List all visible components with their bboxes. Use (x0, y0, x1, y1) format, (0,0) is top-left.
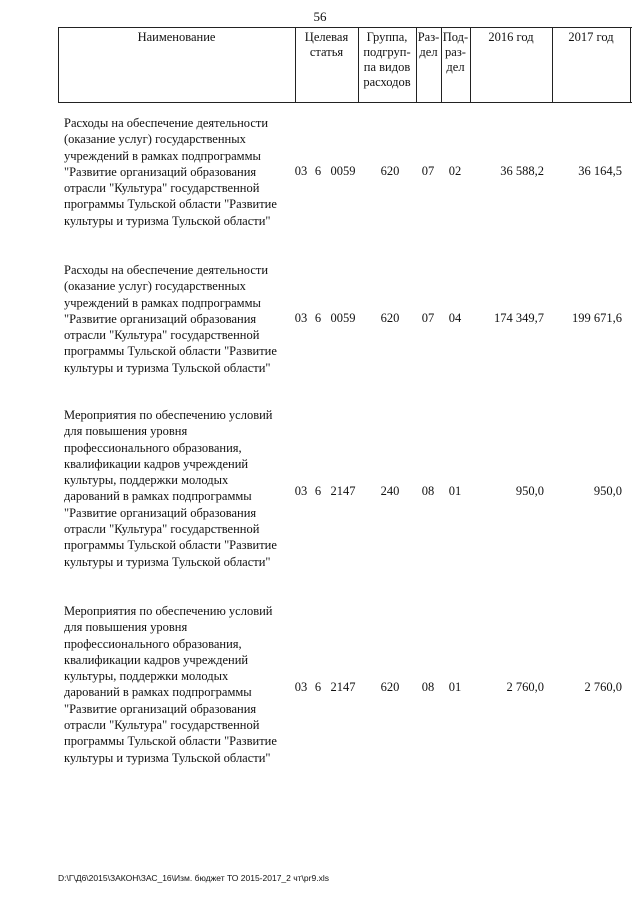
target-code-subprogram: 6 (314, 164, 322, 178)
row-name: Мероприятия по обеспечению условий для повышения уровня профессионального образования, квалификации кадров учреждений культуры, поддержки молодых дарований в рамках подпрограммы "Развитие организаций образования отрасли "Культура" государственной программы Тульской области "Развитие культуры и туризма Тульской области" (64, 408, 277, 569)
target-code-program: 03 (294, 311, 308, 325)
group-code: 620 (380, 680, 400, 694)
subsection-code: 01 (448, 680, 462, 694)
target-code-program: 03 (294, 484, 308, 498)
section-code: 07 (421, 164, 435, 178)
target-code-program: 03 (294, 164, 308, 178)
amount-2017: 2 760,0 (584, 680, 622, 694)
target-code-direction: 2147 (330, 680, 356, 694)
target-code-direction: 0059 (330, 164, 356, 178)
row-name: Расходы на обеспечение деятельности (оказание услуг) государственных учреждений в рамках подпрограммы "Развитие организаций образования отрасли "Культура" государственной программы Тульской области "Развитие культуры и туризма Тульской области" (64, 263, 277, 375)
row-name: Расходы на обеспечение деятельности (оказание услуг) государственных учреждений в рамках подпрограммы "Развитие организаций образования отрасли "Культура" государственной программы Тульской области "Развитие культуры и туризма Тульской области" (64, 116, 277, 228)
file-path-footer: D:\Г\Д6\2015\ЗАКОН\ЗАС_16\Изм. бюджет ТО 2015-2017_2 чт\pr9.xls (58, 873, 329, 883)
amount-2017: 36 164,5 (578, 164, 622, 178)
subsection-code: 02 (448, 164, 462, 178)
group-code: 620 (380, 164, 400, 178)
group-code: 240 (380, 484, 400, 498)
section-code: 08 (421, 484, 435, 498)
header-name: Наименование (137, 30, 216, 44)
header-2017: 2017 год (568, 30, 614, 44)
target-code-subprogram: 6 (314, 484, 322, 498)
section-code: 08 (421, 680, 435, 694)
target-code-subprogram: 6 (314, 311, 322, 325)
amount-2017: 950,0 (593, 484, 622, 498)
target-code-direction: 2147 (330, 484, 356, 498)
header-section: Раз- дел (417, 30, 440, 59)
header-group: Группа, подгруп- па видов расходов (363, 30, 411, 89)
page-number: 56 (313, 9, 327, 24)
target-code-subprogram: 6 (314, 680, 322, 694)
target-code-direction: 0059 (330, 311, 356, 325)
header-2016: 2016 год (488, 30, 534, 44)
amount-2016: 950,0 (515, 484, 544, 498)
amount-2016: 2 760,0 (506, 680, 544, 694)
header-target-article: Целевая статья (304, 30, 349, 59)
section-code: 07 (421, 311, 435, 325)
group-code: 620 (380, 311, 400, 325)
subsection-code: 01 (448, 484, 462, 498)
amount-2017: 199 671,6 (572, 311, 622, 325)
amount-2016: 174 349,7 (494, 311, 544, 325)
table-header (58, 27, 632, 103)
row-name: Мероприятия по обеспечению условий для повышения уровня профессионального образования, квалификации кадров учреждений культуры, поддержки молодых дарований в рамках подпрограммы "Развитие организаций образования отрасли "Культура" государственной программы Тульской области "Развитие культуры и туризма Тульской области" (64, 604, 277, 765)
amount-2016: 36 588,2 (500, 164, 544, 178)
target-code-program: 03 (294, 680, 308, 694)
header-subsection: Под- раз- дел (442, 30, 469, 74)
subsection-code: 04 (448, 311, 462, 325)
